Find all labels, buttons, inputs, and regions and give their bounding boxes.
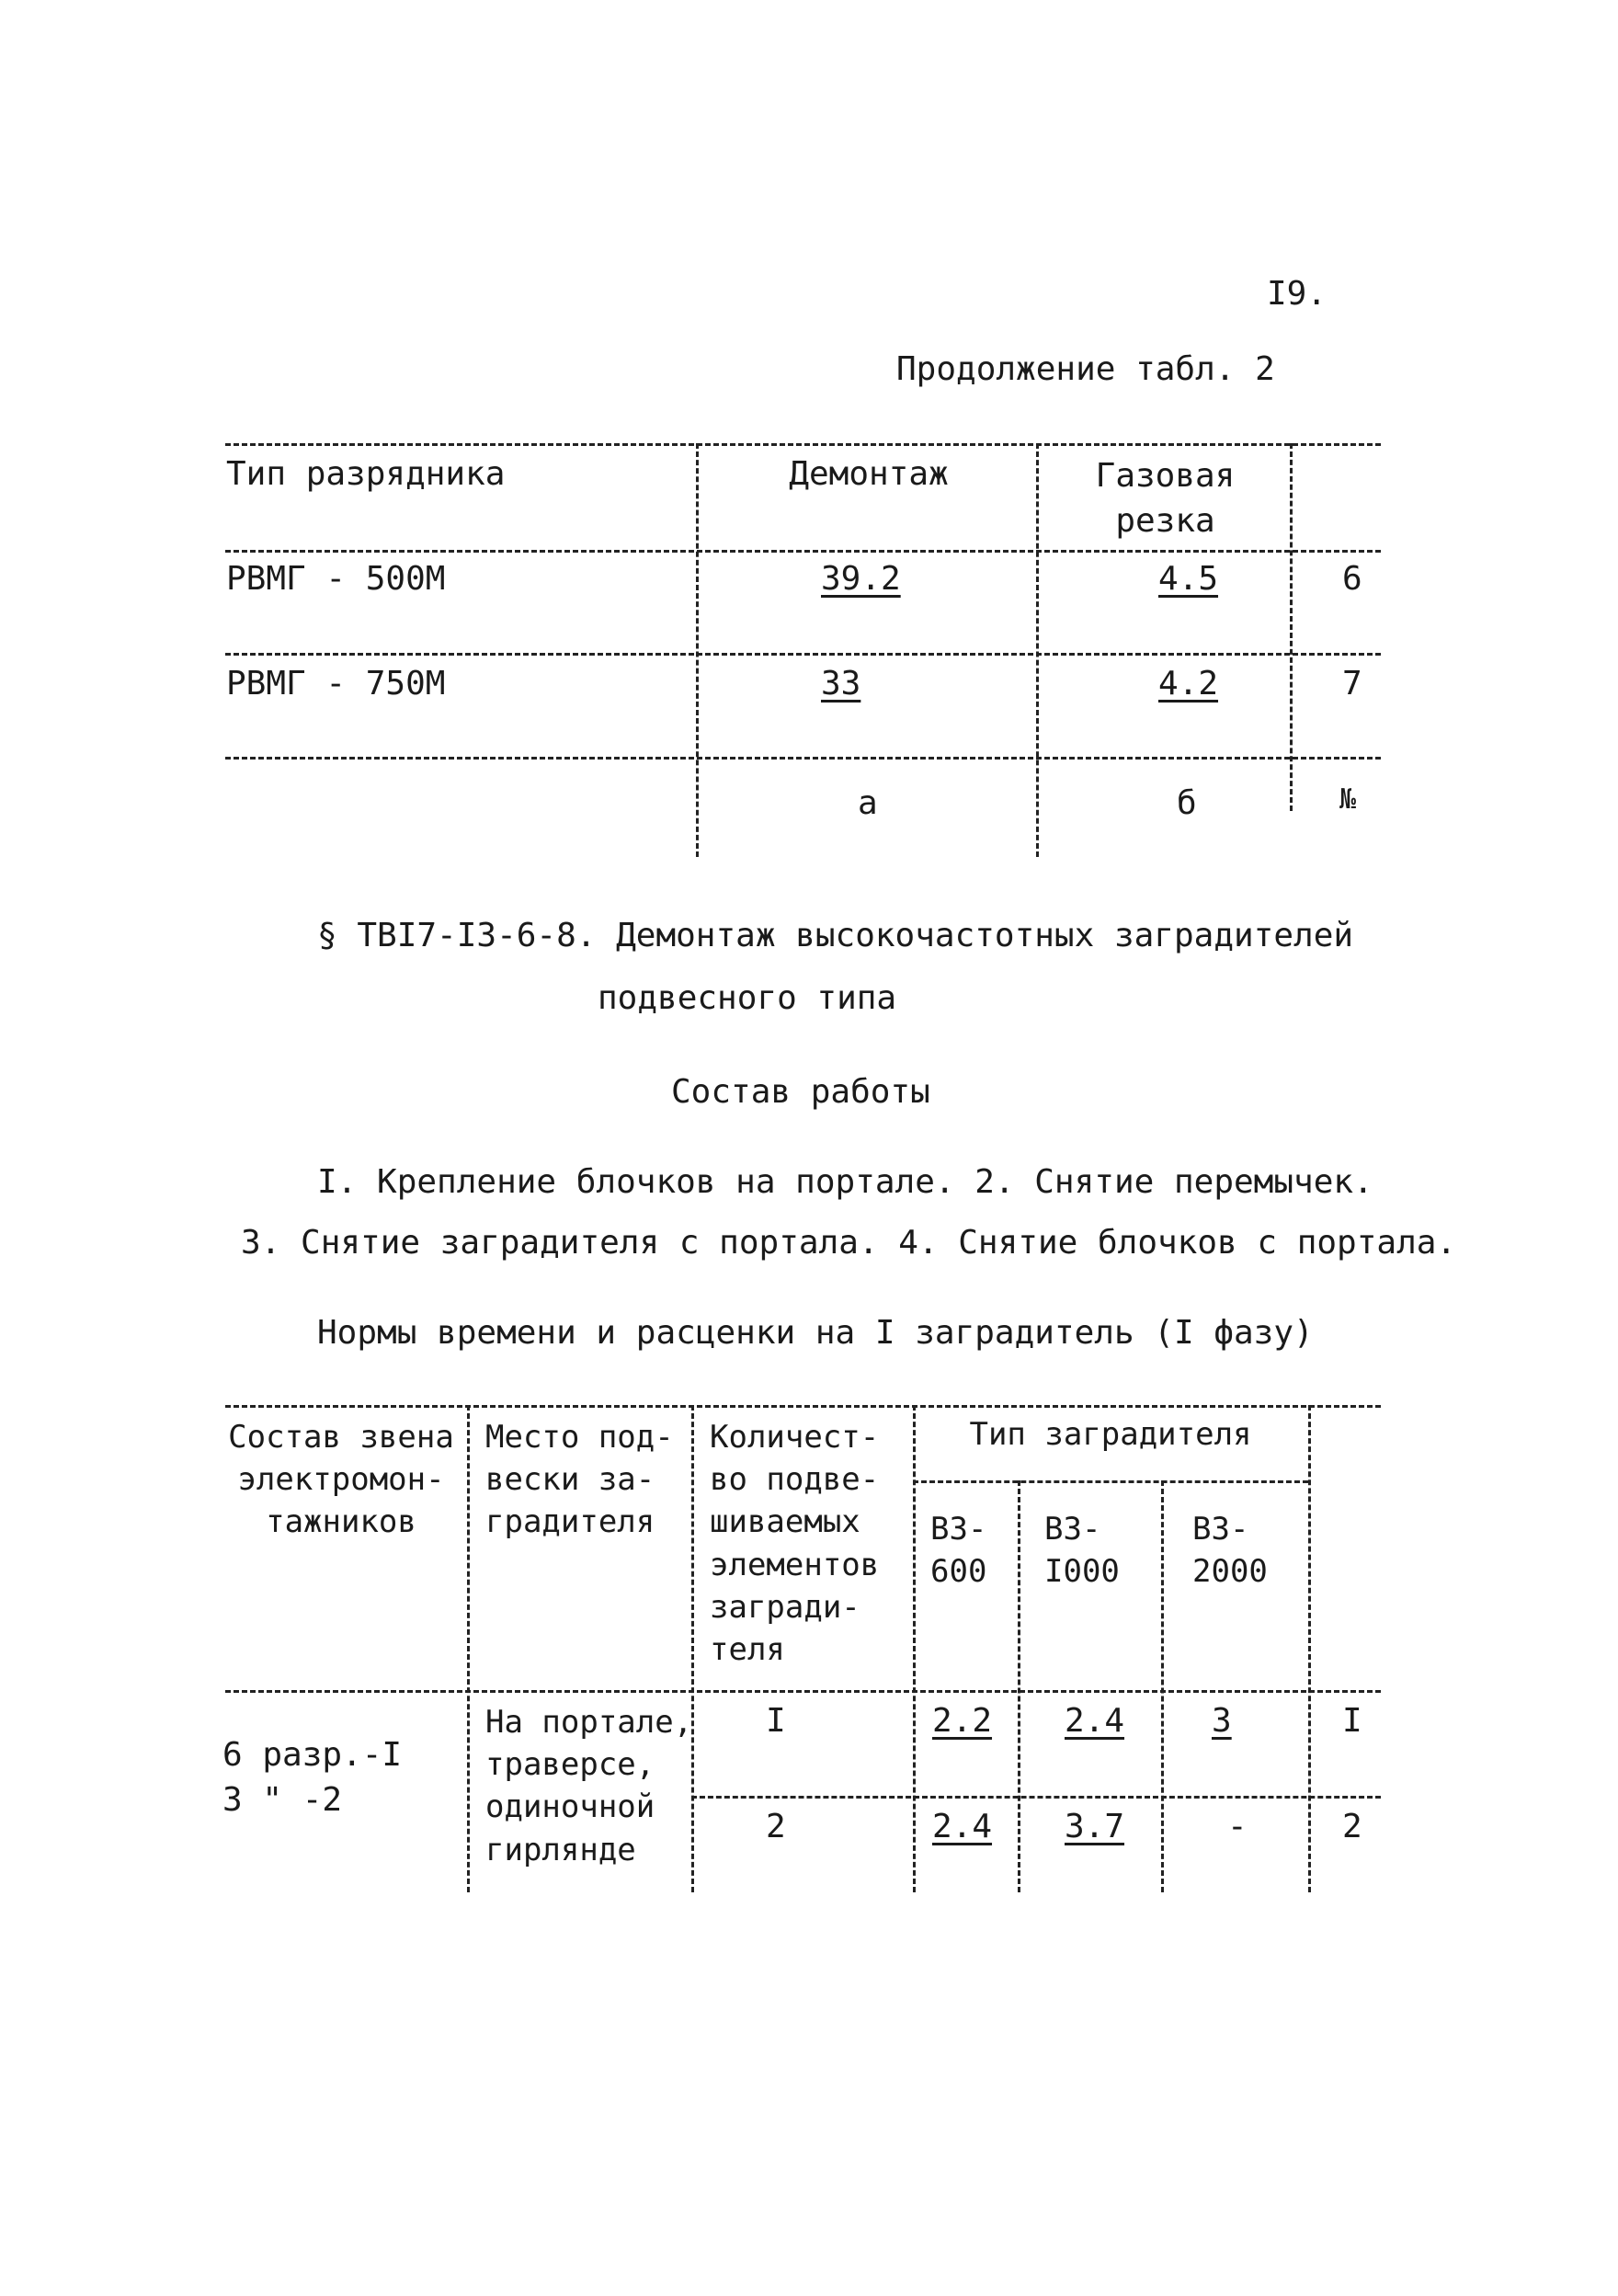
table2-row-rule	[691, 1796, 1381, 1799]
table1-row1-number: 6	[1342, 560, 1362, 598]
table2-type-subheader-rule	[913, 1480, 1308, 1483]
table1-row1-name: РВМГ - 500М	[226, 560, 446, 598]
table1-header-type: Тип разрядника	[226, 455, 506, 493]
table1-row2-dismantle: 33	[821, 665, 861, 703]
work-steps-line-2: 3. Снятие заградителя с портала. 4. Снятие блочков с портала.	[241, 1224, 1457, 1262]
table2-row2-v2000: -	[1227, 1808, 1248, 1845]
table2-row1-count: I	[766, 1702, 786, 1740]
table1-row2-name: РВМГ - 750М	[226, 665, 446, 703]
table2-row2-v600: 2.4	[932, 1808, 993, 1845]
work-composition-heading: Состав работы	[671, 1073, 930, 1111]
table1-row-rule	[225, 653, 1381, 656]
table2-header-rule	[225, 1690, 1381, 1693]
table-continuation-label: Продолжение табл. 2	[896, 350, 1275, 388]
table2-row2-v1000: 3.7	[1065, 1808, 1125, 1845]
table2-col-divider-crew	[467, 1405, 470, 1892]
table1-top-rule	[225, 443, 1381, 446]
table2-col-divider-v1000	[1161, 1480, 1164, 1892]
section-title-continued: подвесного типа	[598, 979, 897, 1017]
table1-header-rule	[225, 550, 1381, 553]
table1-row2-gas-cutting: 4.2	[1158, 665, 1219, 703]
table2-header-type: Тип заградителя	[969, 1416, 1252, 1453]
table2-header-v2000: ВЗ- 2000	[1192, 1511, 1268, 1591]
table2-header-count: Количест- во подве- шиваемых элементов загради- теля	[710, 1419, 880, 1669]
table1-footer-number-sign: №	[1339, 783, 1357, 816]
table2-header-v1000: ВЗ- I000	[1044, 1511, 1120, 1591]
table1-bottom-rule	[225, 757, 1381, 760]
table2-row1-v600: 2.2	[932, 1702, 993, 1740]
table2-row1-number: I	[1342, 1702, 1362, 1740]
work-steps-line-1: I. Крепление блочков на портале. 2. Снятие перемычек.	[317, 1163, 1373, 1201]
table2-row1-v1000: 2.4	[1065, 1702, 1125, 1740]
table1-col-divider-1	[696, 443, 699, 857]
table2-row2-count: 2	[766, 1808, 786, 1845]
table2-crew-composition: 6 разр.-I 3 " -2	[222, 1736, 403, 1819]
table2-header-crew: Состав звена электромон- тажников	[228, 1419, 454, 1541]
page-number: I9.	[1267, 275, 1327, 313]
table2-col-divider-count	[913, 1405, 916, 1892]
table2-col-divider-v600	[1018, 1480, 1020, 1892]
table2-row1-v2000: 3	[1212, 1702, 1232, 1740]
table2-header-place: Место под- вески за- градителя	[485, 1419, 674, 1541]
table1-row2-number: 7	[1342, 665, 1362, 703]
table1-footer-b: б	[1177, 784, 1197, 822]
table1-col-divider-3	[1290, 443, 1293, 811]
table1-row1-dismantle: 39.2	[821, 560, 901, 598]
table1-header-dismantle: Демонтаж	[789, 455, 949, 493]
table1-row1-gas-cutting: 4.5	[1158, 560, 1219, 598]
table1-header-gas-cutting: Газовая резка	[1095, 457, 1236, 540]
table1-footer-a: а	[858, 784, 878, 822]
table1-col-divider-2	[1036, 443, 1039, 857]
table2-suspension-place: На портале, траверсе, одиночной гирлянде	[485, 1704, 693, 1868]
table2-row2-number: 2	[1342, 1808, 1362, 1845]
table2-header-v600: ВЗ- 600	[930, 1511, 987, 1591]
norms-heading: Нормы времени и расценки на I заградитель (I фазу)	[317, 1314, 1314, 1352]
section-title: § ТВI7-I3-6-8. Демонтаж высокочастотных заградителей	[317, 917, 1354, 954]
table2-top-rule	[225, 1405, 1381, 1408]
table2-col-divider-v2000	[1308, 1405, 1311, 1892]
